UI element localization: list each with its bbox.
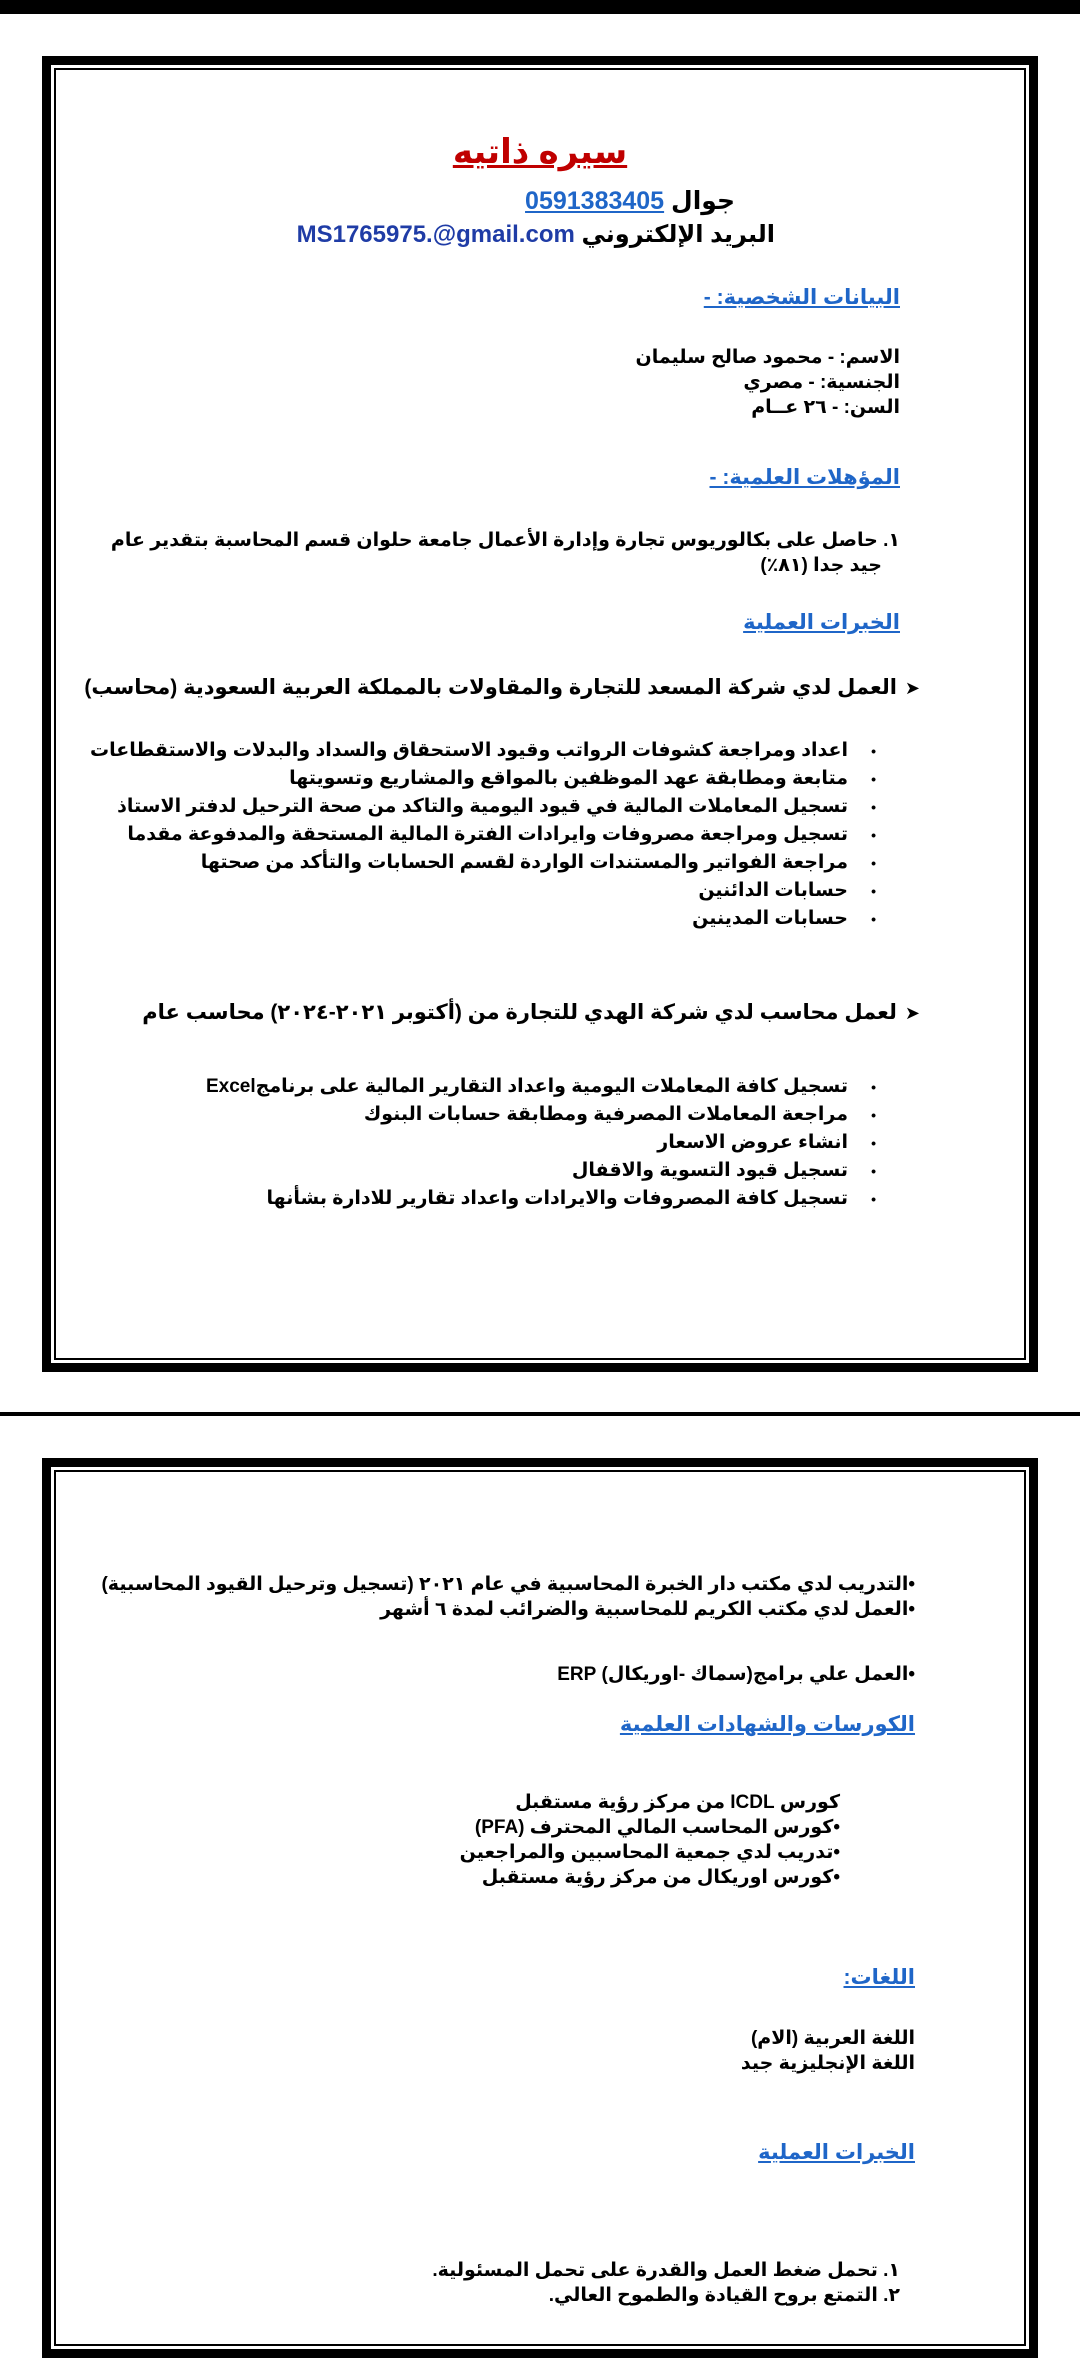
- job-1-duties: [90, 737, 880, 933]
- language-item: اللغة الإنجليزية جيد: [740, 2053, 915, 2074]
- phone-number[interactable]: 0591383405: [525, 187, 665, 215]
- job-1-title: [84, 675, 920, 700]
- top-dark-band: [0, 0, 1080, 14]
- courses-list: [460, 1790, 840, 1890]
- phone-line: [525, 186, 735, 216]
- qualifications-heading: المؤهلات العلمية: -: [709, 466, 900, 489]
- page-separator: [0, 1412, 1080, 1416]
- list-item: • تسجيل كافة المصروفات والايرادات واعداد تقارير للادارة بشأنها: [206, 1185, 880, 1213]
- languages-heading: اللغات:: [843, 1966, 915, 1989]
- list-item: • تسجيل ومراجعة مصروفات وايرادات الفترة المالية المستحقة والمدفوعة مقدما: [90, 821, 880, 849]
- list-item: • متابعة ومطابقة عهد الموظفين بالمواقع والمشاريع وتسويتها: [90, 765, 880, 793]
- job-2-duties: [206, 1073, 880, 1213]
- training-section: [101, 1572, 915, 1622]
- personal-age: السن: - ٢٦ عــام: [751, 397, 900, 418]
- email-address[interactable]: MS1765975.@gmail.com: [296, 221, 575, 248]
- list-item: • انشاء عروض الاسعار: [206, 1129, 880, 1157]
- email-label: البريد الإلكتروني: [581, 221, 775, 248]
- list-item: • تسجيل المعاملات المالية في قيود اليومية والتاكد من صحة الترحيل لدفتر الاستاذ: [90, 793, 880, 821]
- job-1-title-text: العمل لدي شركة المسعد للتجارة والمقاولات بالمملكة العربية السعودية (محاسب): [84, 676, 897, 699]
- course-item: •كورس المحاسب المالي المحترف (PFA): [474, 1817, 840, 1838]
- personal-heading: البيانات الشخصية: -: [703, 286, 900, 309]
- personal-details: [636, 345, 900, 420]
- course-item: •كورس اوريكال من مركز رؤية مستقبل: [481, 1867, 840, 1888]
- resume-title-text: سيره ذاتيه: [452, 133, 628, 171]
- languages-list: [741, 2026, 915, 2076]
- qualification-line-1: ١. حاصل على بكالوريوس تجارة وإدارة الأعمال جامعة حلوان قسم المحاسبة بتقدير عام: [110, 530, 900, 551]
- list-item: • تسجيل قيود التسوية والاقفال: [206, 1157, 880, 1185]
- courses-heading: الكورسات والشهادات العلمية: [619, 1713, 915, 1736]
- skills-heading: الخبرات العملية: [758, 2141, 915, 2164]
- training-line-1: •التدريب لدي مكتب دار الخبرة المحاسبية في عام ٢٠٢١ (تسجيل وترحيل القيود المحاسبية): [101, 1574, 915, 1595]
- qualification-line-2: جيد جدا (٨١٪): [760, 555, 882, 576]
- skill-item: ٢. التمتع بروح القيادة والطموح العالي.: [548, 2285, 900, 2306]
- list-item: • تسجيل كافة المعاملات اليومية واعداد التقارير المالية على برنامجExcel: [206, 1073, 880, 1101]
- list-item: • حسابات الدائنين: [90, 877, 880, 905]
- phone-label: جوال: [671, 187, 735, 215]
- qualification-item: [111, 528, 900, 578]
- list-item: • مراجعة المعاملات المصرفية ومطابقة حسابات البنوك: [206, 1101, 880, 1129]
- email-line: [297, 220, 775, 249]
- personal-name: الاسم: - محمود صالح سليمان: [635, 347, 900, 368]
- training-line-2: •العمل لدي مكتب الكريم للمحاسبية والضرائب لمدة ٦ أشهر: [380, 1599, 915, 1620]
- job-2-title-text: لعمل محاسب لدي شركة الهدي للتجارة من (أكتوبر ٢٠٢١-٢٠٢٤) محاسب عام: [142, 1001, 897, 1024]
- course-item: •تدريب لدي جمعية المحاسبين والمراجعين: [459, 1842, 840, 1863]
- course-item: كورس ICDL من مركز رؤية مستقبل: [515, 1792, 840, 1813]
- list-item: • اعداد ومراجعة كشوفات الرواتب وقيود الاستحقاق والسداد والبدلات والاستقطاعات: [90, 737, 880, 765]
- arrow-bullet-icon: ➤: [904, 1003, 920, 1023]
- resume-title: [440, 132, 640, 172]
- arrow-bullet-icon: ➤: [904, 678, 920, 698]
- skills-list: [432, 2258, 900, 2308]
- personal-nationality: الجنسية: - مصري: [743, 372, 900, 393]
- list-item: • مراجعة الفواتير والمستندات الواردة لقسم الحسابات والتأكد من صحتها: [90, 849, 880, 877]
- job-2-title: [142, 1000, 920, 1025]
- skill-item: ١. تحمل ضغط العمل والقدرة على تحمل المسئولية.: [432, 2260, 900, 2281]
- list-item: • حسابات المدينين: [90, 905, 880, 933]
- erp-line: •العمل علي برامج(سماك -اوريكال) ERP: [557, 1664, 915, 1685]
- language-item: اللغة العربية (الام): [750, 2028, 915, 2049]
- experience-heading: الخبرات العملية: [743, 611, 900, 634]
